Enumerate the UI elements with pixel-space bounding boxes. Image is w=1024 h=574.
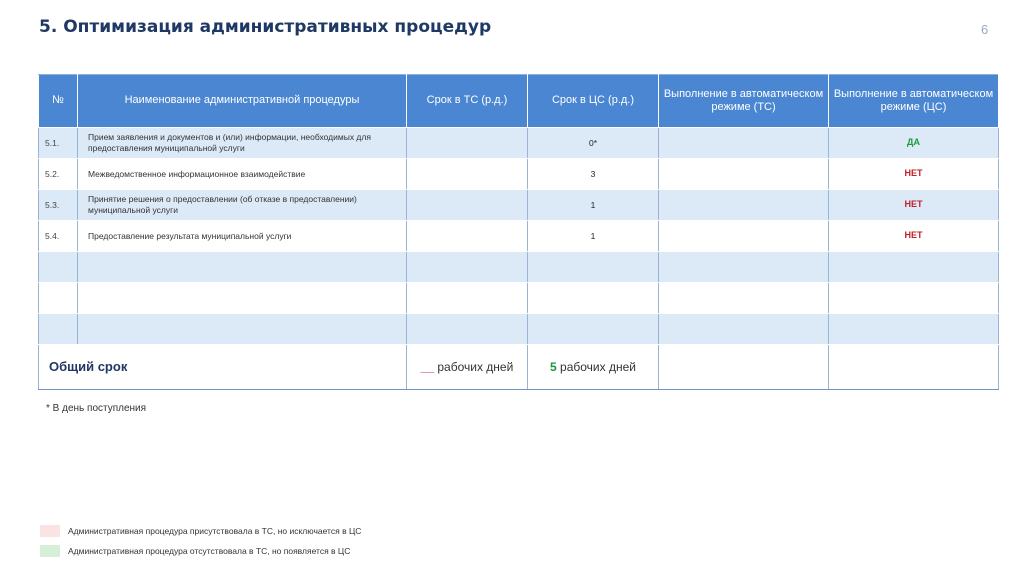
row-auto-ts (659, 159, 829, 190)
empty-table-row (39, 283, 999, 314)
total-cs-suffix: рабочих дней (560, 359, 636, 374)
row-name: Прием заявления и документов и (или) информации, необходимых для предоставления муниципальной услуги (78, 128, 407, 159)
header-num: № (39, 75, 78, 128)
footnote: * В день поступления (46, 403, 147, 414)
empty-table-row (39, 252, 999, 283)
table-row (39, 221, 999, 252)
row-auto-ts (659, 128, 829, 159)
total-term-ts (407, 345, 528, 390)
legend-text-added: Административная процедура отсутствовала в ТС, но появляется в ЦС (68, 546, 351, 556)
row-auto-cs: ДА (829, 128, 999, 159)
row-term-ts (407, 159, 528, 190)
legend-swatch-added (40, 545, 60, 557)
total-auto-ts (659, 345, 829, 390)
page-number: 6 (981, 22, 989, 37)
legend-text-removed: Административная процедура присутствовала в ТС, но исключается в ЦС (68, 526, 362, 536)
slide-title: 5. Оптимизация административных процедур (39, 17, 492, 37)
header-auto-ts: Выполнение в автоматическом режиме (ТС) (659, 75, 829, 128)
header-auto-cs: Выполнение в автоматическом режиме (ЦС) (829, 75, 999, 128)
table-header-row (39, 75, 999, 128)
legend-item-added (40, 545, 350, 557)
row-auto-cs: НЕТ (829, 159, 999, 190)
row-auto-cs: НЕТ (829, 221, 999, 252)
row-term-cs: 3 (528, 159, 659, 190)
row-auto-ts (659, 221, 829, 252)
legend-swatch-removed (40, 525, 60, 537)
total-cs-value: 5 (550, 359, 557, 374)
row-auto-ts (659, 190, 829, 221)
total-auto-cs (829, 345, 999, 390)
total-term-cs (528, 345, 659, 390)
total-ts-blank: __ (420, 359, 435, 374)
row-term-cs: 1 (528, 221, 659, 252)
table-row (39, 128, 999, 159)
row-name: Межведомственное информационное взаимодействие (78, 159, 407, 190)
row-name: Принятие решения о предоставлении (об отказе в предоставлении) муниципальной услуги (78, 190, 407, 221)
total-label: Общий срок (39, 345, 407, 390)
row-term-cs: 1 (528, 190, 659, 221)
row-num: 5.4. (39, 221, 78, 252)
total-ts-suffix: рабочих дней (437, 359, 514, 374)
total-row (39, 345, 999, 390)
header-term-cs: Срок в ЦС (р.д.) (528, 75, 659, 128)
table-row (39, 190, 999, 221)
header-term-ts: Срок в ТС (р.д.) (407, 75, 528, 128)
row-num: 5.3. (39, 190, 78, 221)
row-term-ts (407, 190, 528, 221)
header-name: Наименование административной процедуры (78, 75, 407, 128)
row-term-cs: 0* (528, 128, 659, 159)
row-auto-cs: НЕТ (829, 190, 999, 221)
row-num: 5.1. (39, 128, 78, 159)
row-num: 5.2. (39, 159, 78, 190)
empty-table-row (39, 314, 999, 345)
row-term-ts (407, 221, 528, 252)
procedures-table (38, 74, 999, 390)
row-term-ts (407, 128, 528, 159)
row-name: Предоставление результата муниципальной услуги (78, 221, 407, 252)
table-row (39, 159, 999, 190)
legend-item-removed (40, 525, 361, 537)
